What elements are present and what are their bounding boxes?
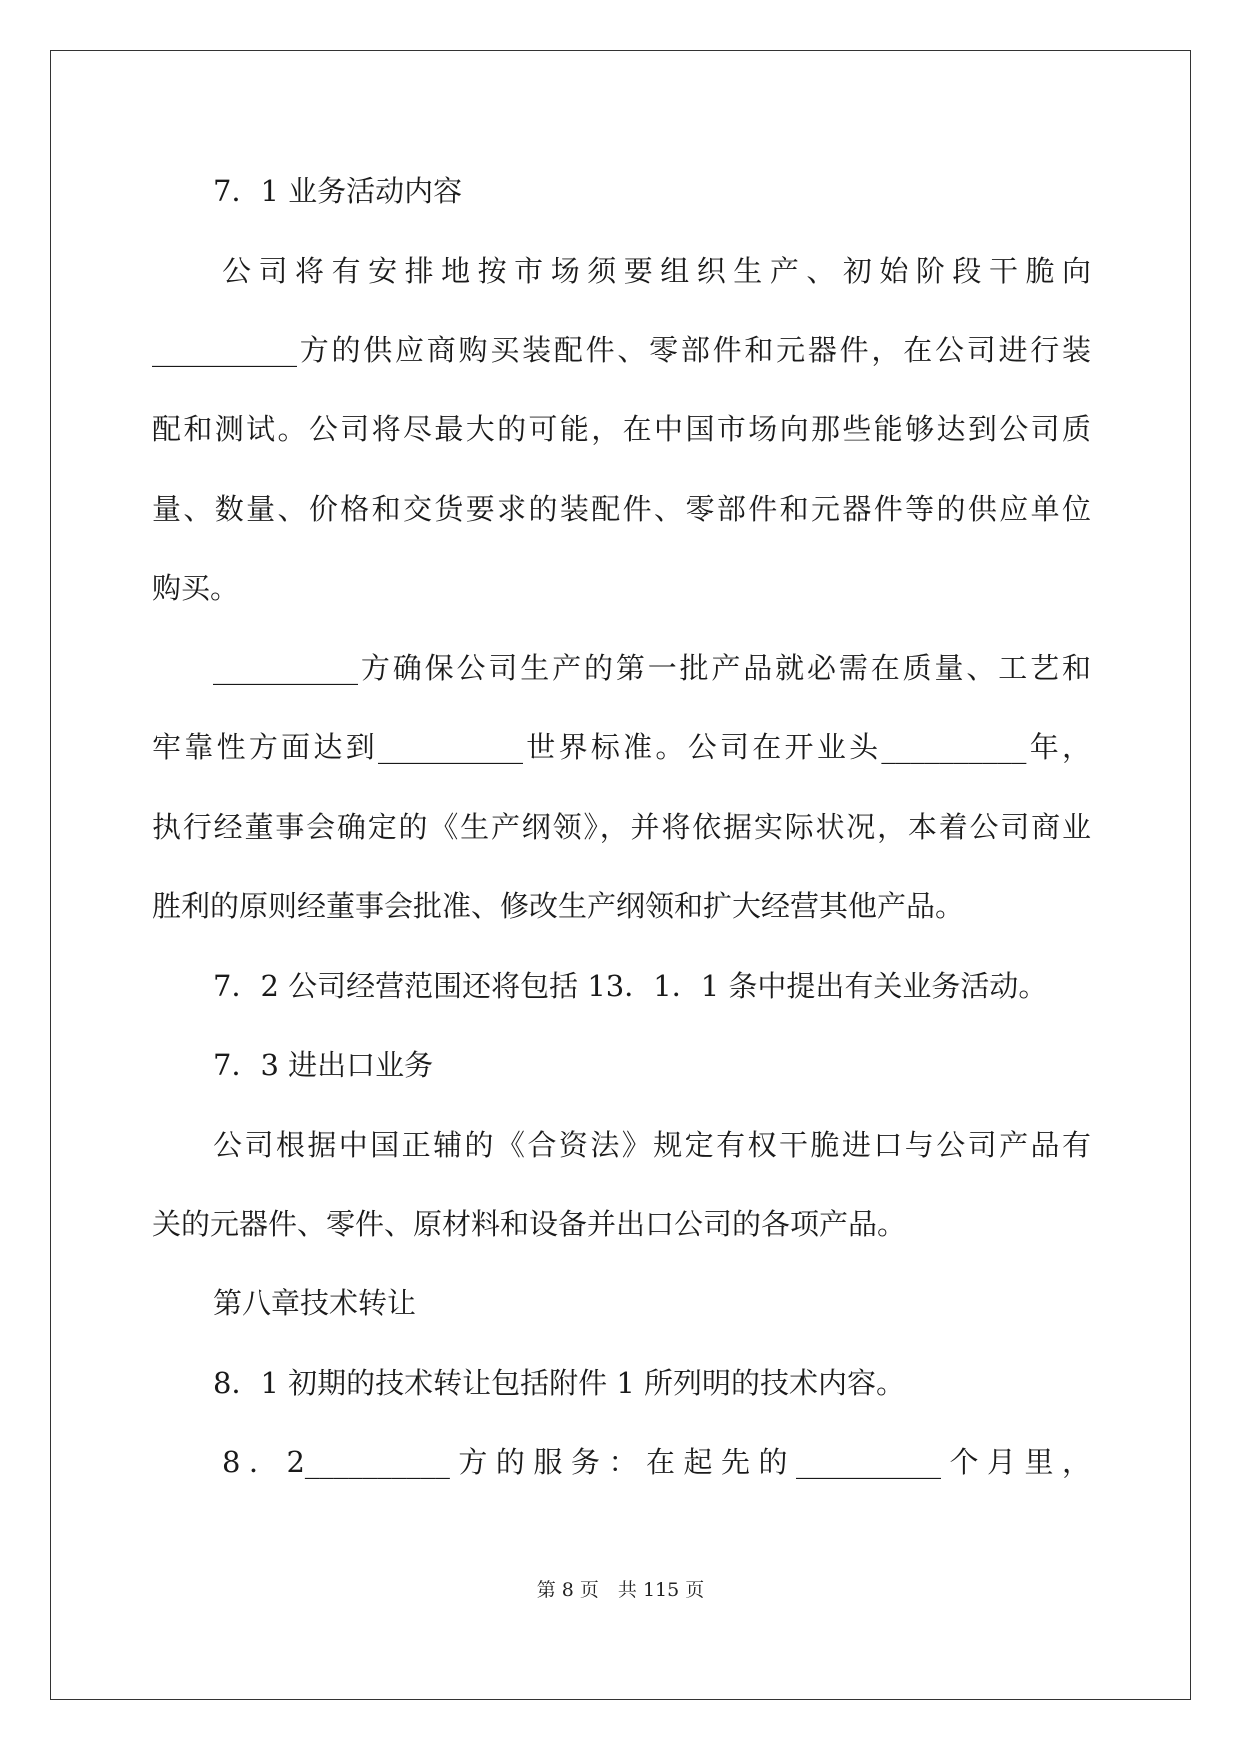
chapter-heading: 第八章技术转让 xyxy=(213,1286,417,1320)
paragraph-line: 牢靠性方面达到__________世界标准。公司在开业头__________年， xyxy=(152,730,1091,764)
paragraph-line: __________方的供应商购买装配件、零部件和元器件，在公司进行装 xyxy=(152,333,1091,367)
paragraph-line: __________方确保公司生产的第一批产品就必需在质量、工艺和 xyxy=(213,651,1091,685)
paragraph-line: 胜利的原则经董事会批准、修改生产纲领和扩大经营其他产品。 xyxy=(152,889,965,923)
section-heading-7-1: 7．1 业务活动内容 xyxy=(213,174,463,208)
paragraph-line: 公司根据中国正辅的《合资法》规定有权干脆进口与公司产品有 xyxy=(213,1128,1091,1162)
paragraph-line: 配和测试。公司将尽最大的可能，在中国市场向那些能够达到公司质 xyxy=(152,412,1091,446)
paragraph-line: 量、数量、价格和交货要求的装配件、零部件和元器件等的供应单位 xyxy=(152,492,1091,526)
paragraph-line: 7．2 公司经营范围还将包括 13．1．1 条中提出有关业务活动。 xyxy=(213,969,1048,1003)
paragraph-line: 关的元器件、零件、原材料和设备并出口公司的各项产品。 xyxy=(152,1207,907,1241)
page-number-footer: 第 8 页 共 115 页 xyxy=(536,1579,705,1601)
paragraph-line: 8．1 初期的技术转让包括附件 1 所列明的技术内容。 xyxy=(213,1366,906,1400)
paragraph-line: 8．2__________方的服务：在起先的__________个月里， xyxy=(222,1445,1091,1479)
section-heading-7-3: 7．3 进出口业务 xyxy=(213,1048,434,1082)
paragraph-line: 执行经董事会确定的《生产纲领》，并将依据实际状况，本着公司商业 xyxy=(152,810,1091,844)
paragraph-line: 购买。 xyxy=(152,571,240,605)
paragraph-line: 公司将有安排地按市场须要组织生产、初始阶段干脆向 xyxy=(222,254,1091,288)
